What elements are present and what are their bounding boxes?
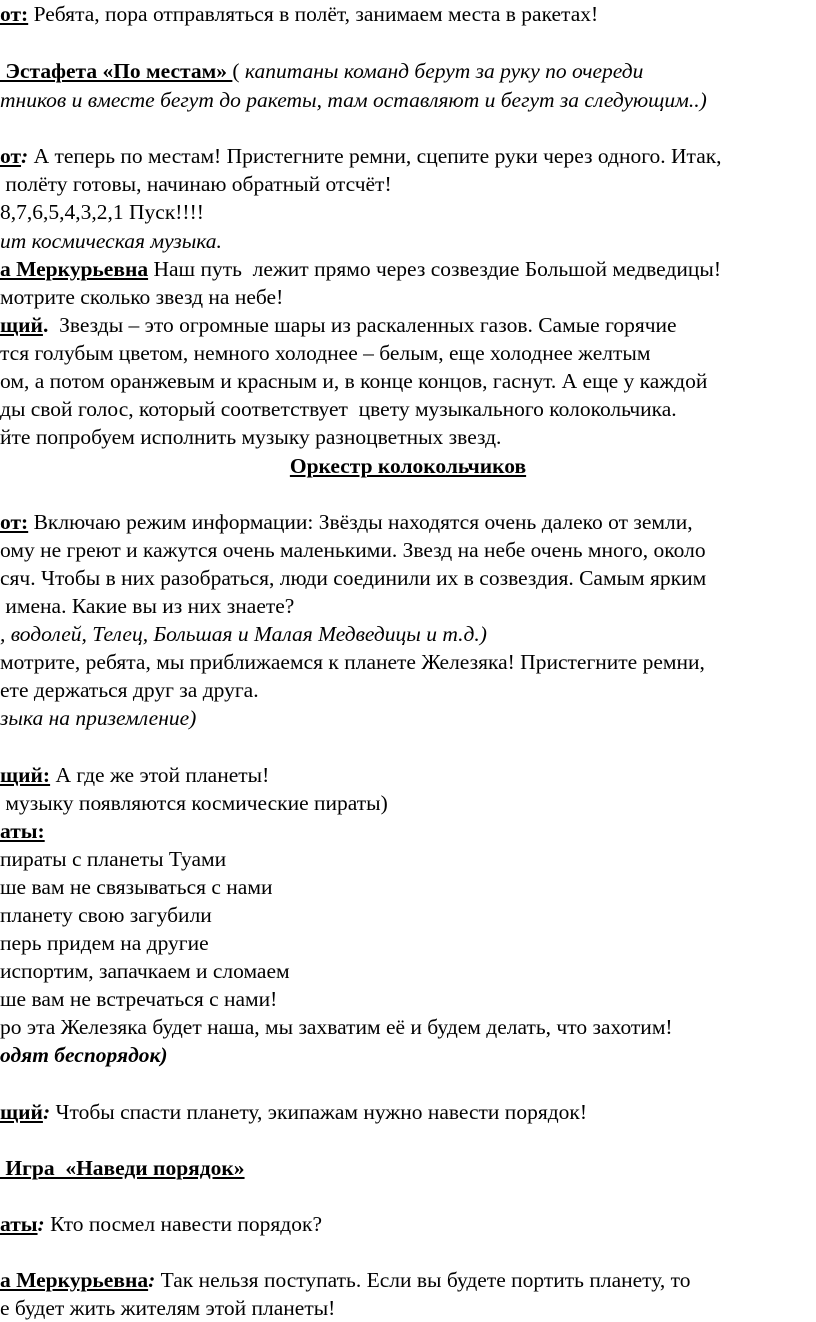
text-segment: Включаю режим информации: Звёзды находятся очень далеко от земли, bbox=[28, 510, 693, 534]
text-segment: капитаны команд берут за руку по очереди bbox=[239, 59, 644, 83]
text-segment: Звезды – это огромные шары из раскаленных газов. Самые горячие bbox=[48, 313, 677, 337]
text-segment: ды свой голос, который соответствует цвету музыкального колокольчика. bbox=[0, 397, 677, 421]
text-segment: ит космическая музыка. bbox=[0, 229, 222, 253]
text-line bbox=[0, 1013, 816, 1041]
text-segment: йте попробуем исполнить музыку разноцветных звезд. bbox=[0, 425, 502, 449]
text-line bbox=[0, 761, 816, 789]
text-segment: музыку появляются космические пираты) bbox=[0, 791, 388, 815]
text-line bbox=[0, 901, 816, 929]
text-segment: А где же этой планеты! bbox=[50, 763, 270, 787]
text-segment: щий bbox=[0, 313, 43, 337]
text-line bbox=[0, 957, 816, 985]
text-line bbox=[0, 57, 816, 85]
text-line bbox=[0, 817, 816, 845]
text-segment: щий bbox=[0, 1100, 43, 1124]
text-line bbox=[0, 1041, 816, 1069]
text-line bbox=[0, 648, 816, 676]
text-segment: зыка на приземление) bbox=[0, 706, 197, 730]
text-line bbox=[0, 704, 816, 732]
text-segment: ому не греют и кажутся очень маленькими. Звезд на небе очень много, около bbox=[0, 538, 706, 562]
text-line bbox=[0, 1210, 816, 1238]
text-segment: а Меркурьевна bbox=[0, 1268, 149, 1292]
text-segment: аты: bbox=[0, 819, 45, 843]
text-line bbox=[0, 620, 816, 648]
text-segment: пираты с планеты Туами bbox=[0, 847, 227, 871]
text-segment: аты bbox=[0, 1212, 38, 1236]
text-segment: ете держаться друг за друга. bbox=[0, 678, 259, 702]
text-segment: от: bbox=[0, 2, 29, 26]
text-line bbox=[0, 564, 816, 592]
text-line bbox=[0, 423, 816, 451]
text-line bbox=[0, 845, 816, 873]
text-segment: одят беспорядок) bbox=[0, 1043, 168, 1067]
text-segment: тников и вместе бегут до ракеты, там оставляют и бегут за следующим..) bbox=[0, 88, 707, 112]
text-line bbox=[0, 1154, 816, 1182]
text-segment: . bbox=[42, 313, 49, 337]
text-line bbox=[0, 283, 816, 311]
text-segment: полёту готовы, начинаю обратный отсчёт! bbox=[0, 172, 392, 196]
text-segment: 8,7,6,5,4,3,2,1 Пуск!!!! bbox=[0, 200, 204, 224]
text-segment: имена. Какие вы из них знаете? bbox=[0, 594, 295, 618]
text-line bbox=[0, 508, 816, 536]
text-segment: е будет жить жителям этой планеты! bbox=[0, 1296, 336, 1320]
text-segment: , водолей, Телец, Большая и Малая Медведицы и т.д.) bbox=[0, 622, 487, 646]
text-segment: : bbox=[42, 1100, 51, 1124]
text-segment: Кто посмел навести порядок? bbox=[44, 1212, 322, 1236]
text-line bbox=[0, 0, 816, 28]
text-segment: тся голубым цветом, немного холоднее – белым, еще холоднее желтым bbox=[0, 341, 651, 365]
text-segment: ом, а потом оранжевым и красным и, в конце концов, гаснут. А еще у каждой bbox=[0, 369, 708, 393]
text-segment: сяч. Чтобы в них разобраться, люди соединили их в созвездия. Самым ярким bbox=[0, 566, 707, 590]
text-line bbox=[0, 1294, 816, 1322]
text-segment: ше вам не связываться с нами bbox=[0, 875, 273, 899]
text-segment: Так нельзя поступать. Если вы будете портить планету, то bbox=[155, 1268, 691, 1292]
text-segment: испортим, запачкаем и сломаем bbox=[0, 959, 290, 983]
text-line bbox=[0, 536, 816, 564]
text-line bbox=[0, 227, 816, 255]
text-segment: от bbox=[0, 144, 22, 168]
text-segment: ( bbox=[232, 59, 240, 83]
text-segment: мотрите, ребята, мы приближаемся к планете Железяка! Пристегните ремни, bbox=[0, 650, 705, 674]
text-segment: А теперь по местам! Пристегните ремни, сцепите руки через одного. Итак, bbox=[28, 144, 722, 168]
text-segment: Ребята, пора отправляться в полёт, занимаем места в ракетах! bbox=[28, 2, 599, 26]
text-line bbox=[0, 339, 816, 367]
text-segment: мотрите сколько звезд на небе! bbox=[0, 285, 284, 309]
text-line bbox=[0, 142, 816, 170]
text-line bbox=[0, 255, 816, 283]
text-segment: ро эта Железяка будет наша, мы захватим её и будем делать, что захотим! bbox=[0, 1015, 673, 1039]
text-segment: : bbox=[148, 1268, 156, 1292]
text-segment: Эстафета «По местам» bbox=[0, 59, 233, 83]
text-segment: Оркестр колокольчиков bbox=[289, 454, 527, 478]
text-segment: а Меркурьевна bbox=[0, 257, 149, 281]
text-line bbox=[0, 198, 816, 226]
text-segment: : bbox=[21, 144, 29, 168]
text-segment: Наш путь лежит прямо через созвездие Большой медведицы! bbox=[148, 257, 721, 281]
text-segment: Чтобы спасти планету, экипажам нужно навести порядок! bbox=[50, 1100, 588, 1124]
text-line bbox=[0, 985, 816, 1013]
text-line bbox=[0, 1098, 816, 1126]
text-segment: щий: bbox=[0, 763, 51, 787]
text-line bbox=[0, 170, 816, 198]
text-segment: от: bbox=[0, 510, 29, 534]
text-segment: планету свою загубили bbox=[0, 903, 212, 927]
text-line bbox=[0, 311, 816, 339]
text-line bbox=[0, 873, 816, 901]
text-segment: Игра «Наведи порядок» bbox=[0, 1156, 245, 1180]
text-line bbox=[0, 676, 816, 704]
text-line bbox=[0, 452, 816, 480]
text-line bbox=[0, 395, 816, 423]
text-line bbox=[0, 367, 816, 395]
text-line bbox=[0, 592, 816, 620]
text-segment: : bbox=[37, 1212, 45, 1236]
text-line bbox=[0, 789, 816, 817]
text-line bbox=[0, 929, 816, 957]
text-segment: ше вам не встречаться с нами! bbox=[0, 987, 278, 1011]
text-line bbox=[0, 1266, 816, 1294]
text-line bbox=[0, 86, 816, 114]
text-segment: перь придем на другие bbox=[0, 931, 209, 955]
